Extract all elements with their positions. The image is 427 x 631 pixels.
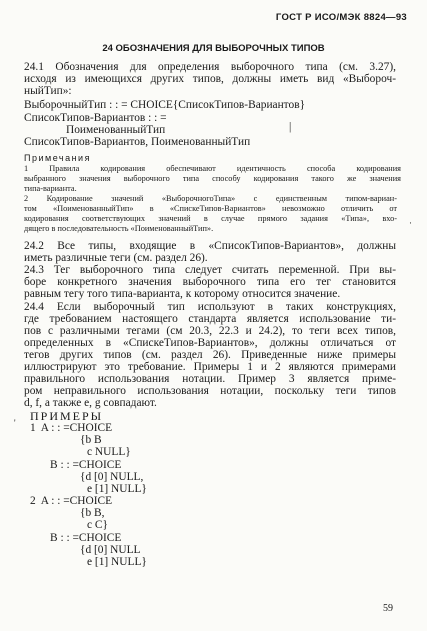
para1-line: исходя из имеющихся других типов, должны иметь вид «Выбороч- xyxy=(24,73,396,85)
scan-speck: · xyxy=(409,218,412,228)
para4-line: иллюстрируют это требование. Примеры 1 и 2 являются примерами xyxy=(24,361,396,373)
example-line: {d [0] NULL, xyxy=(80,471,144,483)
para4-line: 24.4 Если выборочный тип используют в таких конструкциях, xyxy=(24,301,396,313)
note-line: выбранного значения выборочного типа способу кодирования такого же значения xyxy=(24,174,401,183)
para2-line: иметь различные теги (см. раздел 26). xyxy=(24,252,208,264)
grammar-bar: | xyxy=(289,121,292,133)
para4-line: d, f, а также e, g совпадают. xyxy=(24,397,157,409)
grammar-line: СписокТипов-Вариантов, ПоименованныйТип xyxy=(24,136,251,148)
para4-line: определенных в «СпискеТипов-Вариантов», должны отличаться от xyxy=(24,337,396,349)
note-line: том «ПоименованныйТип» в «СпискеТипов-Вариантов» невозможно отличить от xyxy=(24,204,397,213)
note-line: 1 Правила кодирования обеспечивают идентичность способа кодирования xyxy=(24,164,401,173)
para3-line: боре конкретного значения выборочного типа его тег становится xyxy=(24,276,396,288)
examples-header: ПРИМЕРЫ xyxy=(30,409,104,423)
note-line: типа-варианта. xyxy=(24,184,77,193)
note-line: кодирования соответствующих значений в случае прямого задания «Типа», вхо- xyxy=(24,214,397,223)
example-line: {b B, xyxy=(80,507,105,519)
para1-line: 24.1 Обозначения для определения выборочного типа (см. 3.27), xyxy=(24,61,396,73)
para4-line: тегов других типов (см. раздел 26). Приведенные ниже примеры xyxy=(24,349,396,361)
para3-line: 24.3 Тег выборочного типа следует считать переменной. При вы- xyxy=(24,264,396,276)
page-header: ГОСТ Р ИСО/МЭК 8824—93 xyxy=(275,12,407,23)
example-line: 1 A : : =CHOICE xyxy=(30,422,113,434)
example-line: {b B xyxy=(80,434,102,446)
example-line: e [1] NULL} xyxy=(87,483,147,495)
example-line: B : : =CHOICE xyxy=(50,532,122,544)
example-line: {d [0] NULL xyxy=(80,544,141,556)
example-line: c NULL} xyxy=(87,446,131,458)
para1-line: ныйТип»: xyxy=(24,85,72,97)
example-line: c C} xyxy=(87,519,108,531)
note-line: 2 Кодирование значений «ВыборочногоТипа» с единственным типом-вариан- xyxy=(24,194,397,203)
example-line: e [1] NULL} xyxy=(87,556,147,568)
notes-header: Примечания xyxy=(24,153,91,163)
note-line: дящего в последовательность «ПоименованныйТип». xyxy=(24,224,214,233)
para4-line: пов с различными тегами (см 20.3, 22.3 и 24.2), то теги всех типов, xyxy=(24,325,396,337)
example-line: B : : =CHOICE xyxy=(50,459,122,471)
section-title: 24 ОБОЗНАЧЕНИЯ ДЛЯ ВЫБОРОЧНЫХ ТИПОВ xyxy=(102,43,325,54)
para4-line: где требованием настоящего стандарта является использование ти- xyxy=(24,313,396,325)
scan-speck: ' xyxy=(14,418,16,428)
para4-line: ром неправильного использования нотации, поскольку теги типов xyxy=(24,385,396,397)
grammar-line: ПоименованныйТип xyxy=(66,124,166,136)
example-line: 2 A : : =CHOICE xyxy=(30,495,113,507)
para2-line: 24.2 Все типы, входящие в «СписокТипов-Вариантов», должны xyxy=(24,240,396,252)
page-number: 59 xyxy=(383,603,393,614)
para4-line: правильного использования нотации. Пример 3 является приме- xyxy=(24,373,396,385)
grammar-line: ВыборочныйТип : : = CHOICE{СписокТипов-Вариантов} xyxy=(24,99,306,111)
para3-line: равным тегу того типа-варианта, к которому относится значение. xyxy=(24,288,341,300)
grammar-line: СписокТипов-Вариантов : : = xyxy=(24,112,167,124)
